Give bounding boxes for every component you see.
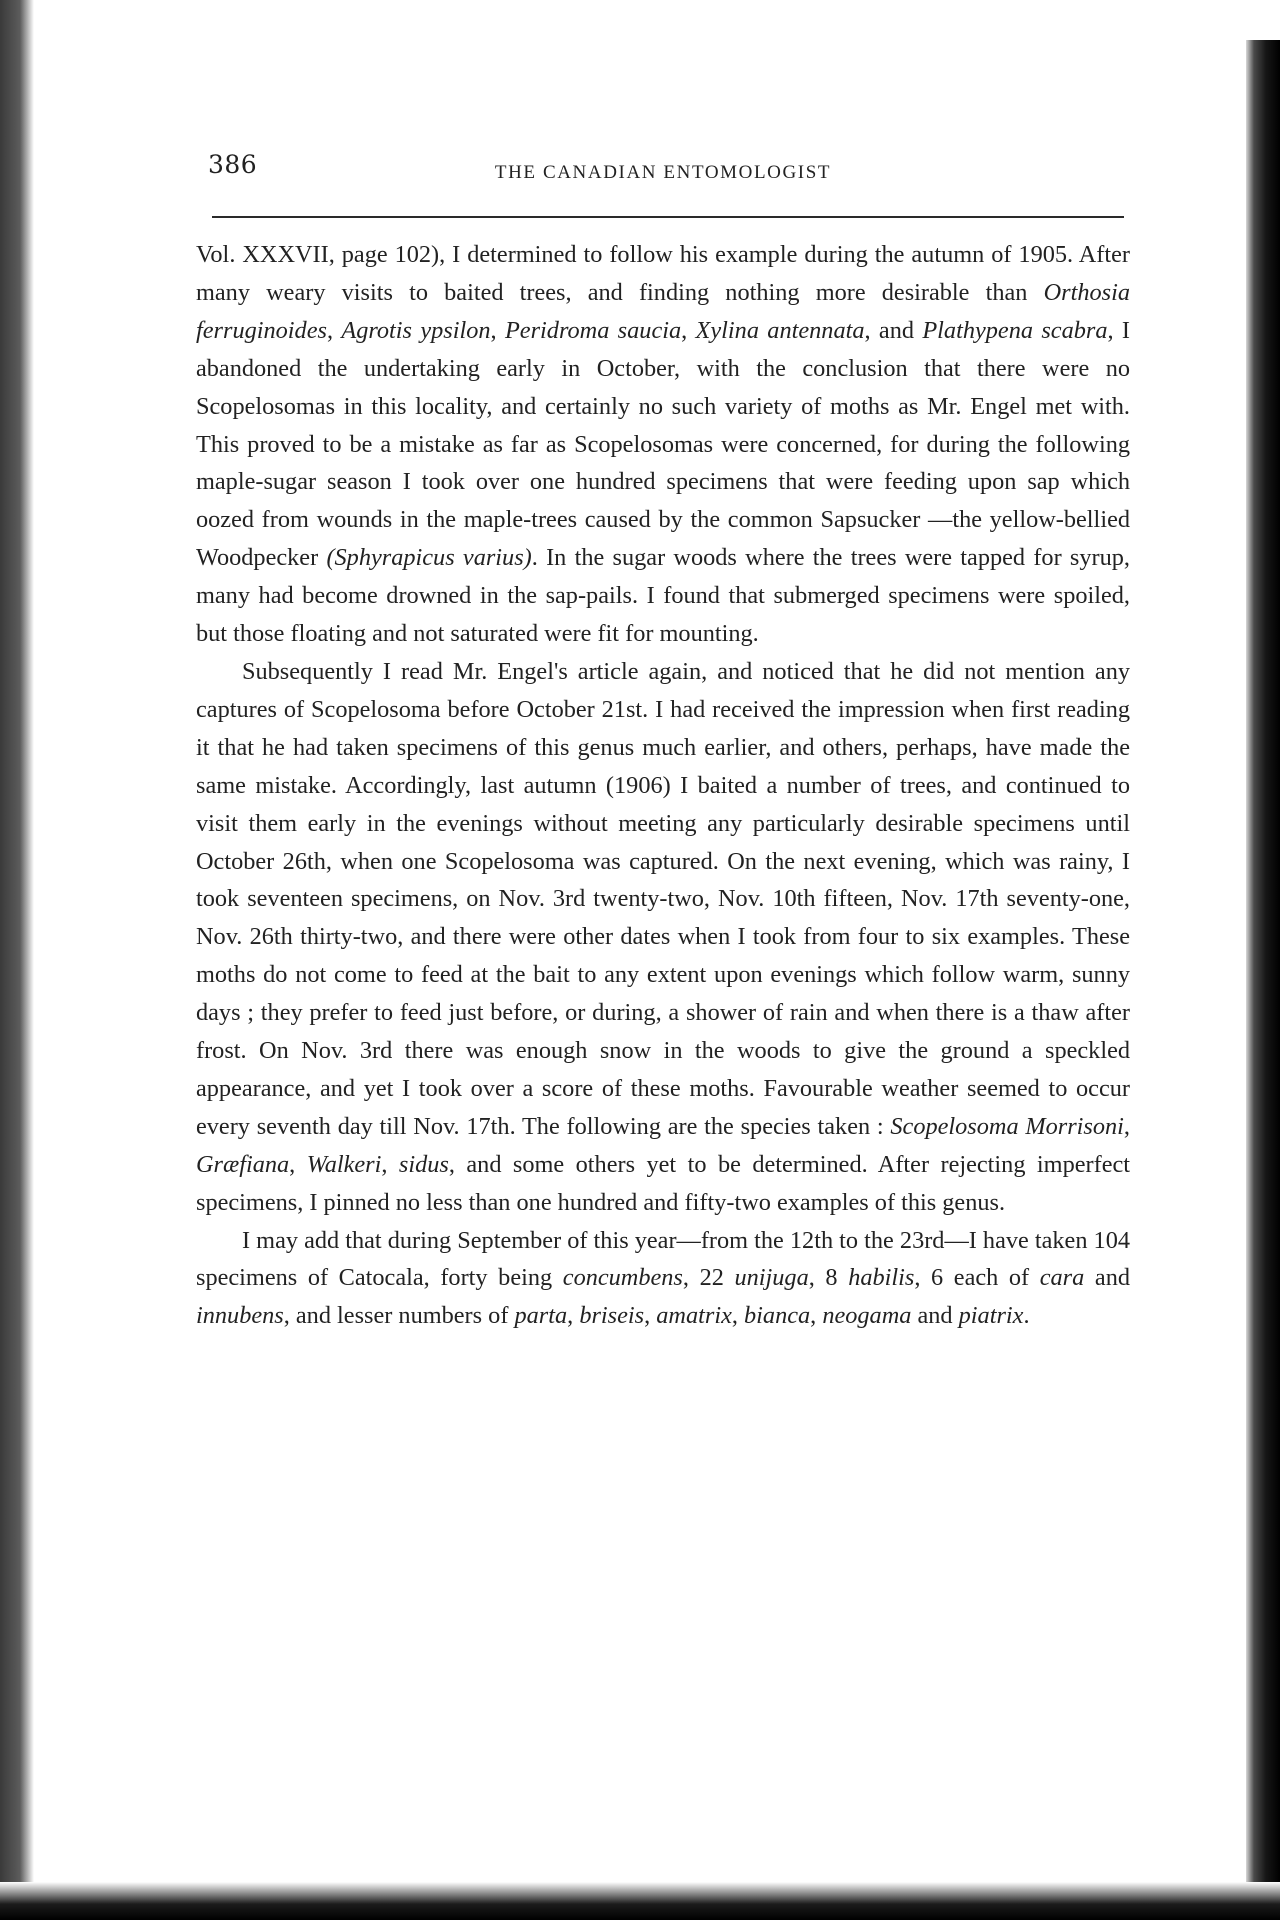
paragraph <box>196 653 1130 1222</box>
text-run: , <box>326 316 342 344</box>
italic-term: Plathypena scabra <box>922 316 1108 344</box>
italic-term: innubens <box>196 1302 284 1330</box>
paragraph <box>196 236 1130 653</box>
italic-term: amatrix <box>656 1302 732 1330</box>
text-run: , 8 <box>808 1264 849 1292</box>
body-text <box>196 236 1130 1335</box>
text-run: and <box>911 1302 959 1330</box>
italic-term: piatrix <box>958 1302 1024 1330</box>
text-run: , 6 each of <box>914 1264 1040 1292</box>
text-run: , <box>289 1150 307 1178</box>
text-run: , <box>1123 1112 1130 1140</box>
text-run: . In the sugar woods where the trees were tapped for syrup, many had become drowned in the sap-pails. I found that submerged specimens were spoiled, but those floating and not saturated were fit for mounting. <box>196 544 1130 648</box>
text-run: , <box>731 1302 745 1330</box>
italic-term: bianca <box>744 1302 811 1330</box>
text-run: , <box>567 1302 580 1330</box>
text-run: , <box>490 316 505 344</box>
text-run: I may add that during September of this year—from the 12th to the 23rd—I have taken 104 specimens of Catocala, forty being <box>196 1226 1130 1292</box>
paragraph <box>196 1222 1130 1336</box>
text-run: , I abandoned the undertaking early in October, with the conclusion that there were no Scopelosomas in this locality, and certainly no such variety of moths as Mr. Engel met with. This proved to be a mistake as far as Scopelosomas were concerned, for during the following maple-sugar season I took over one hundred specimens that were feeding upon sap which oozed from wounds in the maple-trees caused by the common Sapsucker —the yellow-bellied Woodpecker <box>196 316 1130 572</box>
text-run: , <box>681 316 696 344</box>
page-content <box>196 150 1130 1335</box>
text-run: , and <box>864 316 923 344</box>
italic-term: sidus <box>398 1150 449 1178</box>
italic-term: unijuga <box>734 1264 809 1292</box>
italic-term: Græfiana <box>196 1150 290 1178</box>
italic-term: cara <box>1039 1264 1085 1292</box>
italic-term: concumbens <box>562 1264 683 1292</box>
italic-term: (Sphyrapicus varius) <box>326 544 532 572</box>
text-run: , <box>644 1302 657 1330</box>
text-run: , and lesser numbers of <box>283 1302 515 1330</box>
italic-term: Scopelosoma Morrisoni <box>890 1112 1124 1140</box>
text-run: . <box>1023 1302 1030 1330</box>
italic-term: Agrotis ypsilon <box>341 316 491 344</box>
italic-term: neogama <box>822 1302 912 1330</box>
text-run: , <box>810 1302 823 1330</box>
italic-term: Peridroma saucia <box>504 316 682 344</box>
italic-term: Orthosia ferruginoides <box>196 278 1130 344</box>
header-rule <box>212 216 1124 218</box>
text-run: , and some others yet to be determined. After rejecting imperfect specimens, I pinned no less than one hundred and fifty-two examples of this genus. <box>196 1150 1131 1216</box>
scan-edge-right <box>1246 40 1280 1900</box>
italic-term: Xylina antennata <box>695 316 865 344</box>
italic-term: parta <box>514 1302 568 1330</box>
text-run: , 22 <box>682 1264 735 1292</box>
text-run: , <box>381 1150 399 1178</box>
running-head <box>196 150 1130 198</box>
journal-title: THE CANADIAN ENTOMOLOGIST <box>494 162 832 183</box>
italic-term: Walkeri <box>306 1150 382 1178</box>
text-run: Vol. XXXVII, page 102), I determined to follow his example during the autumn of 1905. After many weary visits to baited trees, and finding nothing more desirable than <box>196 241 1130 306</box>
scan-edge-bottom <box>0 1882 1280 1920</box>
italic-term: briseis <box>579 1302 645 1330</box>
text-run: and <box>1084 1264 1130 1292</box>
page-number: 386 <box>208 150 258 179</box>
scan-edge-left <box>0 0 34 1920</box>
text-run: Subsequently I read Mr. Engel's article again, and noticed that he did not mention any captures of Scopelosoma before October 21st. I had received the impression when first reading it that he had taken specimens of this genus much earlier, and others, perhaps, have made the same mistake. Accordingly, last autumn (1906) I baited a number of trees, and continued to visit them early in the evenings without meeting any particularly desirable specimens until October 26th, when one Scopelosoma was captured. On the next evening, which was rainy, I took seventeen specimens, on Nov. 3rd twenty-two, Nov. 10th fifteen, Nov. 17th seventy-one, Nov. 26th thirty-two, and there were other dates when I took from four to six examples. These moths do not come to feed at the bait to any extent upon evenings which follow warm, sunny days ; they prefer to feed just before, or during, a shower of rain and when there is a thaw after frost. On Nov. 3rd there was enough snow in the woods to give the ground a speckled appearance, and yet I took over a score of these moths. Favourable weather seemed to occur every seventh day till Nov. 17th. The following are the species taken : <box>196 657 1130 1140</box>
italic-term: habilis <box>848 1264 915 1292</box>
